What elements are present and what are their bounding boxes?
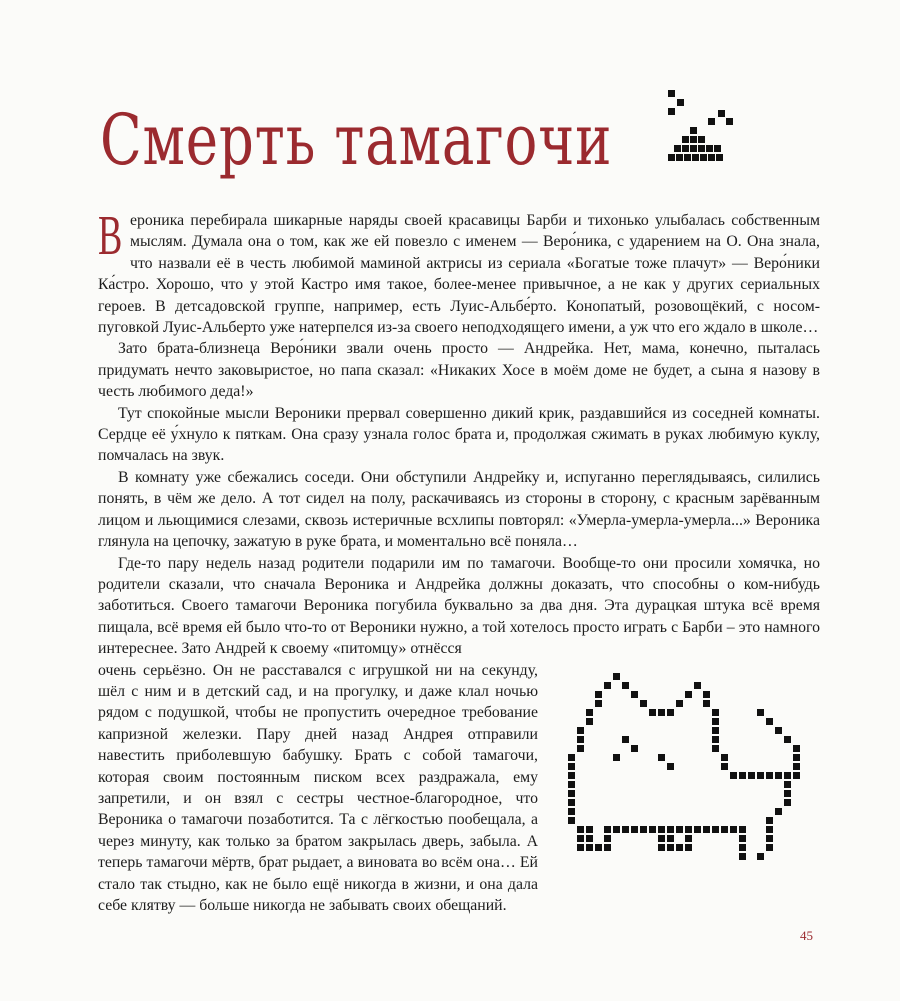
- cat-pixel: [649, 826, 656, 833]
- cat-pixel: [667, 844, 674, 851]
- cat-pixel: [568, 772, 575, 779]
- paragraph-text: ероника перебирала шикарные наряды своей красавицы Барби и тихонько улыбалась собственным мыслям. Думала она о том, как же ей повезло с именем — Веро́ника, с ударением на О. Она знала, что назвали её в честь любимой маминой актрисы из сериала «Богатые тоже плачут» — Веро́ники Ка́стро. Хорошо, что у этой Кастро имя такое, более-менее привычное, а не как у других сериальных героев. В детсадовской группе, например, есть Луис-Альбе́рто. Конопатый, розовощёкий, с носом-пуговкой Луис-Альберто уже натерпелся из-за своего неподходящего имени, а уж что его ждало в школе…: [98, 212, 820, 337]
- cat-pixel: [694, 682, 701, 689]
- cat-pixel: [739, 844, 746, 851]
- cat-pixel: [766, 817, 773, 824]
- cat-pixel: [775, 808, 782, 815]
- cat-pixel: [685, 826, 692, 833]
- cat-pixel: [595, 844, 602, 851]
- cat-pixel: [766, 718, 773, 725]
- cat-pixel: [667, 826, 674, 833]
- cat-pixel: [577, 844, 584, 851]
- cat-pixel: [712, 826, 719, 833]
- cat-pixel: [721, 763, 728, 770]
- cat-pixel: [712, 709, 719, 716]
- cat-pixel: [712, 736, 719, 743]
- cat-pixel: [712, 745, 719, 752]
- cat-pixel: [784, 799, 791, 806]
- cat-pixel: [739, 835, 746, 842]
- cat-pixel: [613, 826, 620, 833]
- cat-pixel: [793, 772, 800, 779]
- cat-pixel: [658, 826, 665, 833]
- cat-pixel: [568, 781, 575, 788]
- drop-cap: В: [98, 205, 123, 267]
- cat-pixel: [757, 853, 764, 860]
- cat-pixel: [595, 691, 602, 698]
- cat-pixel: [766, 772, 773, 779]
- paragraph: [98, 205, 820, 338]
- cat-pixel: [784, 790, 791, 797]
- cat-pixel: [685, 844, 692, 851]
- cat-pixel: [775, 727, 782, 734]
- cat-pixel: [595, 700, 602, 707]
- cat-pixel: [739, 826, 746, 833]
- cat-pixel: [604, 682, 611, 689]
- cat-pixel: [667, 835, 674, 842]
- cat-pixel: [784, 736, 791, 743]
- cat-pixel: [658, 835, 665, 842]
- cat-pixel: [676, 700, 683, 707]
- cat-pixel: [748, 772, 755, 779]
- cat-pixel: [685, 835, 692, 842]
- cat-pixel: [703, 826, 710, 833]
- cat-pixel: [568, 763, 575, 770]
- cat-pixel: [586, 718, 593, 725]
- cat-pixel: [586, 835, 593, 842]
- cat-pixel: [694, 826, 701, 833]
- cat-pixel: [568, 817, 575, 824]
- cat-pixel: [730, 772, 737, 779]
- cat-pixel: [604, 826, 611, 833]
- cat-pixel: [784, 772, 791, 779]
- cat-pixel-icon: [560, 665, 820, 890]
- paragraph: Тут спокойные мысли Вероники прервал совершенно дикий крик, раздавшийся из соседней комнаты. Сердце её у́хнуло к пяткам. Она сразу узнала голос брата и, продолжая сжимать в руках любимую куклу, помчалась на звук.: [98, 404, 820, 465]
- cat-pixel: [676, 826, 683, 833]
- paragraph: Где-то пару недель назад родители подарили им по тамагочи. Вообще-то они просили хомячка, но родители сказали, что сначала Вероника и Андрейка должны доказать, что способны о ком-нибудь заботиться. Своего тамагочи Вероника погубила буквально за два дня. Эта дурацкая штука всё время пищала, всё время ей было что-то от Вероники нужно, а той хотелось просто играть с Барби – это намного интереснее. Зато Андрей к своему «питомцу» отнёсся: [98, 554, 820, 658]
- cat-pixel: [568, 799, 575, 806]
- cat-pixel: [577, 826, 584, 833]
- cat-pixel: [613, 754, 620, 761]
- cat-pixel: [703, 700, 710, 707]
- cat-pixel: [712, 718, 719, 725]
- cat-pixel: [658, 844, 665, 851]
- cat-pixel: [631, 826, 638, 833]
- cat-pixel: [775, 772, 782, 779]
- cat-pixel: [568, 754, 575, 761]
- cat-pixel: [640, 826, 647, 833]
- paragraph: очень серьёзно. Он не расставался с игрушкой ни на секунду, шёл с ним и в детский сад, и на прогулку, и даже клал ночью рядом с подушкой, чтобы не пропустить очередное требование капризной железки. Пару дней назад Андрея отправили навестить приболевшую бабушку. Брать с собой тамагочи, которая своим постоянным писком всех раздражала, ему запретили, и он взял с сестры честное-благородное, что Вероника о тамагочи позаботится. Та с лёгкостью пообещала, а через минуту, как только за братом закрылась дверь, забыла. А теперь тамагочи мёртв, брат рыдает, а виновата во всём она… Ей стало так стыдно, как не было ещё никогда в жизни, и она дала себе клятву — больше никогда не забывать своих обещаний.: [98, 661, 538, 914]
- cat-pixel: [667, 763, 674, 770]
- cat-pixel: [757, 772, 764, 779]
- cat-pixel: [793, 754, 800, 761]
- cat-pixel: [658, 754, 665, 761]
- paragraph: В комнату уже сбежались соседи. Они обступили Андрейку и, испуганно переглядываясь, силились понять, в чём же дело. А тот сидел на полу, раскачиваясь из стороны в сторону, с красным зарёванным лицом и льющимися слезами, сквозь истеричные всхлипы повторял: «Умерла-умерла-умерла...» Вероника глянула на цепочку, зажатую в руке брата, и моментально всё поняла…: [98, 468, 820, 551]
- cat-pixel: [730, 826, 737, 833]
- poop-pixel-icon: [668, 90, 734, 166]
- cat-pixel: [622, 826, 629, 833]
- cat-pixel: [649, 709, 656, 716]
- cat-pixel: [685, 691, 692, 698]
- paragraph: Зато брата-близнеца Веро́ники звали очень просто — Андрейка. Нет, мама, конечно, пыталась придумать нечто заковыристое, но папа сказал: «Никаких Хосе в моём доме не будет, а сына я назову в честь любимого деда!»: [98, 340, 820, 401]
- cat-pixel: [667, 709, 674, 716]
- cat-pixel: [568, 808, 575, 815]
- cat-pixel: [676, 844, 683, 851]
- cat-pixel: [604, 835, 611, 842]
- cat-pixel: [577, 835, 584, 842]
- cat-pixel: [739, 853, 746, 860]
- cat-pixel: [766, 844, 773, 851]
- cat-pixel: [604, 844, 611, 851]
- cat-pixel: [739, 772, 746, 779]
- page-title: Смерть тамагочи: [100, 98, 613, 181]
- cat-pixel: [577, 745, 584, 752]
- cat-pixel: [784, 781, 791, 788]
- cat-pixel: [613, 673, 620, 680]
- cat-pixel: [721, 754, 728, 761]
- cat-pixel: [766, 835, 773, 842]
- cat-pixel: [658, 709, 665, 716]
- cat-pixel: [586, 844, 593, 851]
- cat-pixel: [577, 736, 584, 743]
- cat-pixel: [586, 709, 593, 716]
- cat-pixel: [631, 691, 638, 698]
- cat-pixel: [631, 745, 638, 752]
- cat-pixel: [793, 745, 800, 752]
- cat-pixel: [577, 727, 584, 734]
- cat-pixel: [793, 763, 800, 770]
- cat-pixel: [766, 826, 773, 833]
- cat-pixel: [568, 790, 575, 797]
- cat-pixel: [640, 700, 647, 707]
- cat-pixel: [712, 727, 719, 734]
- cat-pixel: [622, 682, 629, 689]
- cat-pixel: [703, 691, 710, 698]
- cat-pixel: [586, 826, 593, 833]
- cat-pixel: [622, 736, 629, 743]
- cat-pixel: [757, 709, 764, 716]
- cat-pixel: [721, 826, 728, 833]
- page-number: 45: [800, 928, 813, 943]
